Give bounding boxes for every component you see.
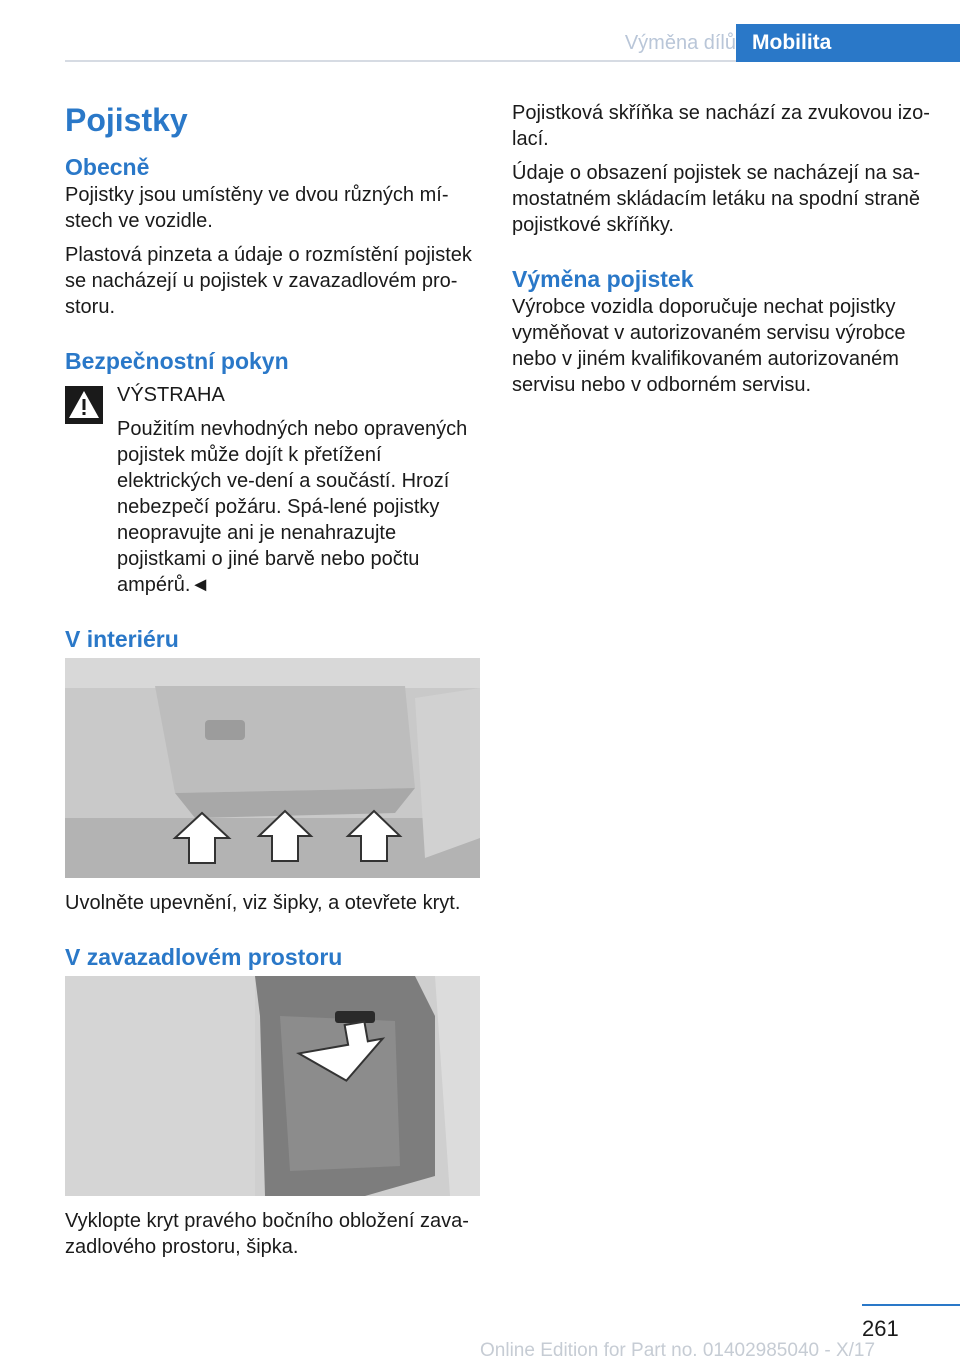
footer-edition: Online Edition for Part no. 01402985040 - X/17 — [480, 1340, 876, 1361]
warning-label: VÝSTRAHA — [117, 384, 225, 406]
right-column — [512, 100, 932, 406]
interior-heading: V interiéru — [65, 626, 179, 652]
footer-rule — [862, 1304, 960, 1306]
right-paragraph-3: Výrobce vozidla doporučuje nechat pojistky vyměňovat v autorizovaném servisu výrobce nebo v jiném kvalifikovaném autorizovaném servisu nebo v odborném servisu. — [512, 296, 906, 396]
header-section-title: Výměna dílů — [624, 32, 736, 54]
page-number: 261 — [862, 1316, 899, 1341]
warning-block — [65, 382, 480, 598]
warning-text: Použitím nevhodných nebo opravených pojistek může dojít k přetížení elektrických ve-dení a součástí. Hrozí nebezpečí požáru. Spá-lené pojistky neopravujte ani je nenahrazujte pojistkami o jiné barvě nebo počtu ampérů.◄ — [117, 418, 468, 596]
general-heading: Obecně — [65, 154, 150, 180]
interior-figure — [65, 658, 480, 878]
interior-caption: Uvolněte upevnění, viz šipky, a otevřete kryt. — [65, 892, 461, 914]
fuse-replacement-heading: Výměna pojistek — [512, 266, 694, 292]
trunk-caption: Vyklopte kryt pravého bočního obložení zava-zadlového prostoru, šipka. — [65, 1210, 469, 1258]
right-paragraph-1: Pojistková skříňka se nachází za zvukovou izo-lací. — [512, 102, 930, 150]
header-chapter-tab: Mobilita — [736, 24, 960, 62]
general-paragraph-1: Pojistky jsou umístěny ve dvou různých mí-stech ve vozidle. — [65, 184, 449, 232]
trunk-figure — [65, 976, 480, 1196]
warning-triangle-icon — [65, 386, 103, 424]
trunk-heading: V zavazadlovém prostoru — [65, 944, 343, 970]
safety-heading: Bezpečnostní pokyn — [65, 348, 289, 374]
left-column — [65, 100, 480, 1268]
page-title: Pojistky — [65, 102, 188, 138]
right-paragraph-2: Údaje o obsazení pojistek se nacházejí na sa-mostatném skládacím letáku na spodní straně pojistkové skříňky. — [512, 162, 921, 236]
general-paragraph-2: Plastová pinzeta a údaje o rozmístění pojistek se nacházejí u pojistek v zavazadlovém pro-storu. — [65, 244, 472, 318]
